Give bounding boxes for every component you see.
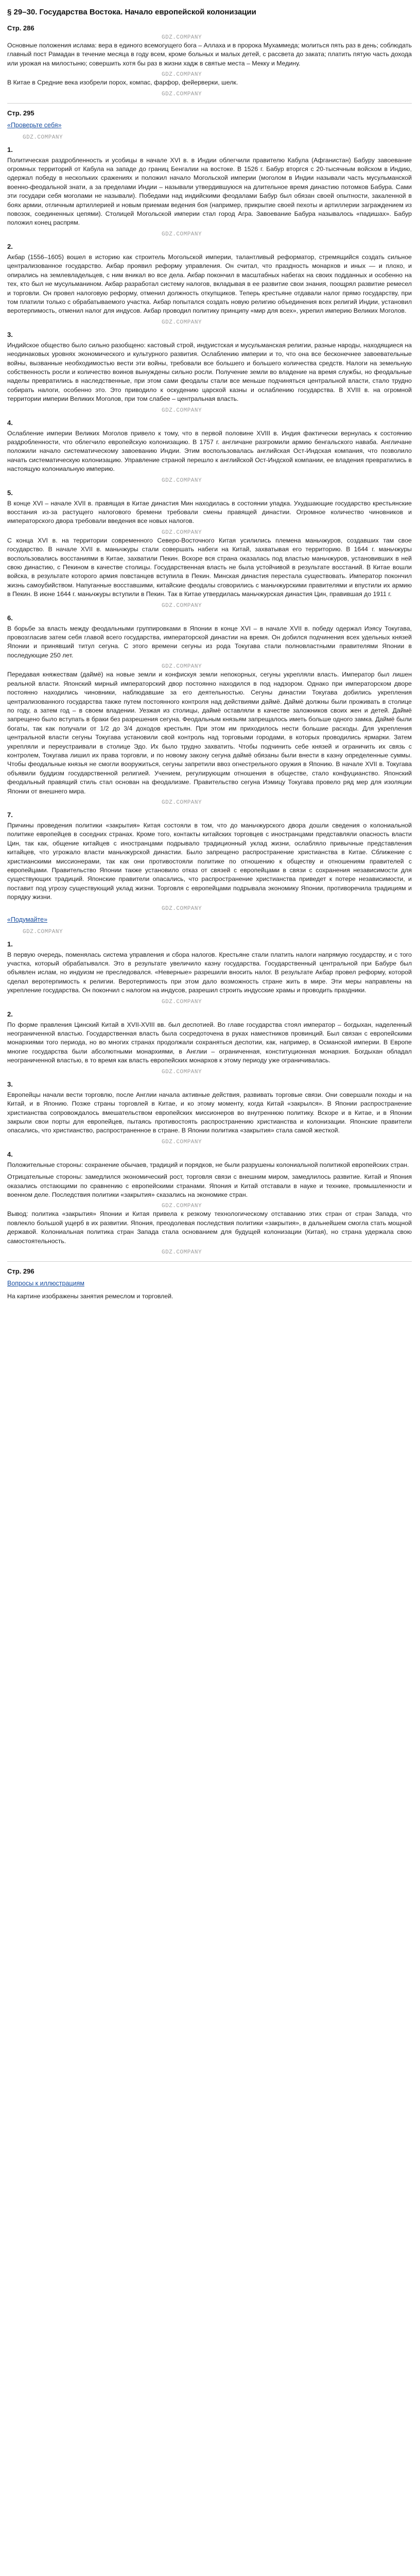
watermark: GDZ.COMPANY <box>162 529 202 536</box>
check-yourself-link[interactable]: «Проверьте себя» <box>7 121 62 129</box>
paragraph: Акбар (1556–1605) вошел в историю как строитель Могольской империи, талантливый реформатор, стремящийся создать сильное централизованное государство. Акбар проявил реформу управления. Он считал, что праздность монархов и иных — и плохо, и опирались на землевладельцев, с ним вникал во все дела. Акбар покончил в масштабных набегах на своих подданных и особенно на тех, кто был не мусульманином. Акбар разработал систему налогов, вкладывая в ее развитие свои знания, поощрял развитие ремесел и торговли. Он провел налоговую реформу, отменил должность откупщиков. Теперь крестьяне отдавали налог прямо государству, при том платили только с обрабатываемого участка. Акбар попытался создать новую религию объединения всех религий Индии, установил веротерпимость, отменил налог для индусов. Акбар проводил политику принципу «мир для всех», укрепил империю Великих Моголов. <box>7 253 412 315</box>
watermark: GDZ.COMPANY <box>23 928 63 935</box>
watermark: GDZ.COMPANY <box>162 91 202 97</box>
illustration-questions-link[interactable]: Вопросы к иллюстрациям <box>7 1279 84 1287</box>
page-label: Стр. 296 <box>7 1267 34 1275</box>
watermark: GDZ.COMPANY <box>162 799 202 806</box>
item-number: 4. <box>7 1150 13 1158</box>
paragraph: Ослабление империи Великих Моголов привело к тому, что в первой половине XVIII в. Индия фактически вернулась к состоянию раздробленности, что облегчило европейскую колонизацию. В 1757 г. англичане разгромили армию бенгальского наваба. Англичане положили начало систематическому завоеванию Индии. Этим воспользовалась английская Ост-Индская компания, что позволило начать систематическую колонизацию. Управление страной перешло к английской Ост-Индской компании, ее владения превратились в настоящую колониальную империю. <box>7 429 412 473</box>
page-label: Стр. 286 <box>7 24 34 32</box>
watermark: GDZ.COMPANY <box>162 319 202 326</box>
answer-item <box>7 810 412 912</box>
watermark: GDZ.COMPANY <box>162 1203 202 1210</box>
page-title: § 29–30. Государства Востока. Начало европейской колонизации <box>7 8 256 16</box>
watermark: GDZ.COMPANY <box>162 72 202 78</box>
paragraph: Вывод: политика «закрытия» Японии и Китая привела к резкому технологическому отставанию этих стран от стран Запада, что повлекло большой ущерб в их развитии. Япония, преодолевая последствия политики «закрытия», в дальнейшем смогла стать мощной державой. Колониальная политика стран Запада стала основанием для будущей колонизации (Китая), но страна удержала свою самостоятельность. <box>7 1210 412 1245</box>
watermark: GDZ.COMPANY <box>162 602 202 609</box>
paragraph: В борьбе за власть между феодальными группировками в Японии в конце XVI – в начале XVII в. победу одержал Иэясу Токугава, провозгласив затем себя главой всего государства, императорской династии на время. Он добился подчинения всех удельных князей Японии и принявший титул сегуна. С этого времени сегуны из рода Токугава стали полновластными правителями Японии в последующие 250 лет. <box>7 624 412 659</box>
paragraph: Основные положения ислама: вера в единого всемогущего бога – Аллаха и в пророка Мухаммеда; молиться пять раз в день; соблюдать главный пост Рамадан в течение месяца в году всем, кроме больных и малых детей, с рассвета до заката; платить пятую часть дохода или урожая на милостыню; совершить хотя бы раз в жизни хадж в святые места – Мекку и Медину. <box>7 42 412 67</box>
item-number: 2. <box>7 1010 13 1018</box>
paragraph: Европейцы начали вести торговлю, после Англии начала активные действия, развивать торговые связи. Они совершали походы и на Китай, и в Японию. Позже страны торговлей в Китае, и ко этому моменту, когда Китай «закрылся». В Японии распространение христианства сопровождалось вмешательством европейских миссионеров во внутреннюю политику. Вскоре и в Китае, и в Японии закрыли свои порты для европейцев, пытаясь противостоять распространению христианства и колонизации. Японские правители опасались, что христианство, распространенное в стране. В Японии политика «закрытия» стала самой жесткой. <box>7 1091 412 1134</box>
watermark: GDZ.COMPANY <box>162 998 202 1005</box>
watermark: GDZ.COMPANY <box>162 1139 202 1145</box>
paragraph: В конце XVI – начале XVII в. правящая в Китае династия Мин находилась в состоянии упадка. Ухудшающие государство крестьянские восстания из-за растущего налогового бремени требовали смены правящей династии. Огромное количество чиновников и императорского двора требовали введения все новых налогов. <box>7 499 412 525</box>
paragraph: Передавая княжествам (даймё) на новые земли и конфискуя земли непокорных, сегуны укрепляли власть. Император был лишен реальной власти. Японский мирный императорский двор постоянно находился в под надзором. Однако при императорском дворе постоянно находились чиновники, наблюдавшие за его деятельностью. Сегуны династии Токугава добились укрепления централизованного государства также путем постоянного контроля над действиями даймё. Даймё должны были проживать в столице по году, а затем год – в своем владении. Уезжая из столицы, даймё оставляли в качестве заложников своих жен и детей. Даймё запрещено было вступать в браки без разрешения сегуна. Феодальным князьям запрещалось иметь больше одного замка. Даймё были богаты, так как получали от 1/2 до 3/4 доходов крестьян. При этом им приходилось нести большие расходы. Для укрепления центральной власти сегуны Токугава установили свой контроль над торговыми городами, в которых проводились ярмарки. Затем укрепляли и переустраивали в столице Эдо. Их было трудно захватить. Чтобы подчинить себе князей и ограничить их связь с контролем, Токугава лишил их права торговли, и по новому закону сегуна даймё обязаны были внести в казну определенные суммы. Чтобы феодальные князья не смогли вооружиться, сегуны запретили ввоз огнестрельного оружия в Японию. В начале XVII в. Токугава объявили буддизм государственной религией. Учением, регулирующим отношения в обществе, стало конфуцианство. Японский феодальный правящий стиль стал основан на феодализме. Правительство сегуна Иэмицу Токугава провело ряд мер для изоляции Японии от внешнего мира. <box>7 671 412 795</box>
item-number: 1. <box>7 940 13 948</box>
watermark: GDZ.COMPANY <box>162 477 202 484</box>
item-number: 4. <box>7 418 13 427</box>
paragraph: На картине изображены занятия ремеслом и торговлей. <box>7 1292 173 1300</box>
think-item <box>7 1080 412 1146</box>
paragraph: Индийское общество было сильно разобщено: кастовый строй, индуистская и мусульманская религии, разные народы, находящиеся на неодинаковых уровнях экономического и культурного развития. Ослаблению империи и то, что она все бесконечнее завоевательные войны, вызванные необходимостью вести эти войны, требовали все большего и большего количества средств. Налоги на земельную собственность росли и количество воинов вынуждены сильно росли. Получение земли во владение на время службы, но феодальные наделы превратились в наследственные, при этом сами феодалы стали все меньше подчиняться центральной власти, стало трудно собирать налоги, особенно это. Это приводило к оскудению царской казны и ослаблению государства. В XVIII в. на огромной территории империи Великих Моголов, при том слабее – центральная власть. <box>7 341 412 403</box>
page-286-section <box>7 24 412 98</box>
answer-item <box>7 242 412 326</box>
answer-item <box>7 488 412 609</box>
paragraph: Причины проведения политики «закрытия» Китая состояли в том, что до маньчжурского двора дошли сведения о колониальной политике европейцев в соседних странах. Кроме того, контакты китайских торговцев с иностранцами представляли опасность власти Цин, так как, общение китайцев с иностранцами подрывало традиционный уклад жизни, ослабляло привычные представления китайцев, что угрожало власти маньчжурской династии. Было запрещено распространение христианства в Китае. Сближение с христианскими миссионерами, так как они противостояли политике по отношению к обществу и отношениям правителей с европейцами. Правительство Японии также установило отказ от связей с европейцами в связи с сохранения независимости для существующих традиций. Японские правители опасались, что распространение христианства приведет к потере независимости, и поставит под угрозу существующий уклад жизни. Торговля с европейцами подрывала экономику Японии, противоречила традициям и порядку жизни. <box>7 821 412 901</box>
item-number: 6. <box>7 614 13 622</box>
watermark: GDZ.COMPANY <box>162 35 202 41</box>
page-296-section <box>7 1267 412 1301</box>
watermark: GDZ.COMPANY <box>162 1249 202 1256</box>
watermark: GDZ.COMPANY <box>162 905 202 912</box>
think-item <box>7 1010 412 1076</box>
page-295-section <box>7 109 412 1256</box>
think-link[interactable]: «Подумайте» <box>7 916 48 923</box>
item-number: 7. <box>7 810 13 819</box>
paragraph: С конца XVI в. на территории современного Северо-Восточного Китая усилились племена маньчжуров, создавших там свое государство. В начале XVII в. маньчжуры стали совершать набеги на Китай, захватывая его территорию. В 1644 г. маньчжуры воспользовались восстаниями в Китае, захватили Пекин. Вскоре вся страна оказалась под властью маньчжуров, установивших в ней свою династию, с Пекином в качестве столицы. Государственная власть не была устойчивой в результате восстаний. В Китае вошли войска, в результате которого армия повстанцев вступила в Пекин. Минская династия перестала существовать. Император покончил жизнь самоубийством. Напуганные восставшими, китайские феодалы сговорились с маньчжурскими правителями и впустили их армию в Пекин. В июне 1644 г. маньчжуры вступили в Пекин. Так в Китае утвердилась маньчжурская династия Цин, правившая до 1911 г. <box>7 536 412 598</box>
answer-item <box>7 614 412 806</box>
watermark: GDZ.COMPANY <box>162 231 202 238</box>
item-number: 1. <box>7 145 13 154</box>
watermark: GDZ.COMPANY <box>162 664 202 670</box>
watermark: GDZ.COMPANY <box>23 134 63 141</box>
paragraph: Отрицательные стороны: замедлился экономический рост, торговля связи с внешним миром, замедлилось развитие. Китай и Япония оказались отстающими по сравнению с европейскими странами. Япония и Китай отставали в науке и технике, промышленности и военном деле. Последствия политики «закрытия» сказались на экономике стран. <box>7 1173 412 1198</box>
answer-item <box>7 330 412 414</box>
divider <box>7 1261 412 1262</box>
paragraph: В первую очередь, поменялась система управления и сбора налогов. Крестьяне стали платить налоги напрямую государству, и с того участка, который обрабатывался. Это в результате увеличило казну государства. Государственный центральной при Бабуре был объявлен ислам, но индуизм не преследовался. «Неверные» разрешили вносить налог. В результате Акбар провел реформу, которой сделал веротерпимость к религии. Веротерпимость при этом дало возможность стране жить в мире. Эти меры направлены на укрепление государства. Он покончил с налогом на индусов, разрешил строить индусские храмы и проводить праздники. <box>7 951 412 994</box>
paragraph: По форме правления Цинский Китай в XVII-XVIII вв. был деспотией. Во главе государства стоял император – богдыхан, наделенный неограниченной властью. Государственная власть была сосредоточена в руках наместников провинций. Был связан с европейскими монархиями того периода, но во многих странах продолжали сохраняться деспотии, как, например, в Османской империи. В Европе многие государства были абсолютными монархиями, в Англии – ограниченная, конституционная монархия. Богдыхан обладал неограниченной властью, в то время как власть европейских монархов к этому периоду уже ограничивалась. <box>7 1021 412 1064</box>
think-item <box>7 940 412 1006</box>
answer-item <box>7 418 412 484</box>
item-number: 3. <box>7 1080 13 1088</box>
item-number: 5. <box>7 488 13 497</box>
watermark: GDZ.COMPANY <box>162 1069 202 1075</box>
watermark: GDZ.COMPANY <box>162 407 202 414</box>
divider <box>7 103 412 104</box>
think-item <box>7 1150 412 1256</box>
page-label: Стр. 295 <box>7 109 34 117</box>
paragraph: Положительные стороны: сохранение обычаев, традиций и порядков, не были разрушены колониальной политикой европейских стран. <box>7 1161 409 1168</box>
answer-item <box>7 145 412 238</box>
item-number: 2. <box>7 242 13 250</box>
paragraph: Политическая раздробленность и усобицы в начале XVI в. в Индии облегчили правителю Кабула (Афганистан) Бабуру завоевание огромных территорий от Кабула на западе до границ Бенгалии на востоке. В 1526 г. Бабур вторгся с 20-тысячным войском в Индию, одержал победу в нескольких сражениях и положил начало Могольской империи (моголом в Индии называли часть мусульманской военно-феодальной знати, а за пределами Индии – называли утвердившуюся на длительное время династию потомков Бабура. Сами эти государи себя моголами не называли). Победами над индийскими феодалами Бабур был обязан своей опытности, закаленной в боях армии, отличным артиллерией и новым приемам ведения боя (например, прикрытие своей пехоты и артиллерии заграждением из повозок, соединенных цепями). Столицей Могольской империи стал город Агра. Завоевание Бабура называлось «падишах». Бабур положил конец распрям. <box>7 156 412 227</box>
item-number: 3. <box>7 330 13 338</box>
paragraph: В Китае в Средние века изобрели порох, компас, фарфор, фейерверки, шелк. <box>7 79 238 87</box>
